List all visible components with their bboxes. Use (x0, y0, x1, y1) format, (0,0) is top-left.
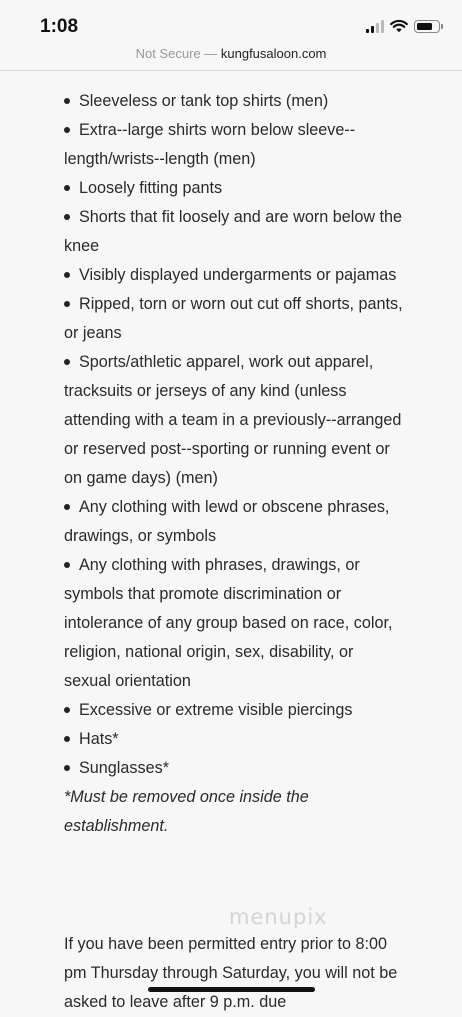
entry-paragraph: If you have been permitted entry prior to 8:00 pm Thursday through Saturday, you will not be asked to leave after 9 p.m. due (64, 935, 398, 1011)
list-item (64, 551, 404, 696)
list-item-text: Sleeveless or tank top shirts (men) (79, 92, 329, 110)
list-item (64, 696, 404, 725)
url-domain: kungfusaloon.com (220, 46, 327, 61)
bullet-icon (64, 185, 70, 191)
dress-code-list (64, 87, 404, 841)
address-bar[interactable] (0, 44, 462, 70)
url-separator: — (200, 46, 221, 61)
bullet-icon (64, 301, 70, 307)
status-time: 1:08 (40, 16, 79, 37)
list-item (64, 290, 404, 348)
list-item (64, 174, 404, 203)
status-bar (0, 0, 462, 44)
bullet-icon (64, 707, 70, 713)
list-item-text: Shorts that fit loosely and are worn below the knee (64, 208, 403, 255)
list-item (64, 87, 404, 116)
list-item-text: Sports/athletic apparel, work out apparel, tracksuits or jerseys of any kind (unless attending with a team in a previously--arranged or reserved post--sporting or running event or on game days) (men) (64, 353, 402, 487)
bullet-icon (64, 504, 70, 510)
bullet-icon (64, 127, 70, 133)
bullet-icon (64, 359, 70, 365)
list-item (64, 725, 404, 754)
battery-level (417, 23, 432, 30)
bullet-icon (64, 562, 70, 568)
home-indicator[interactable] (148, 987, 315, 992)
list-item-text: Any clothing with lewd or obscene phrases, drawings, or symbols (64, 498, 390, 545)
bullet-icon (64, 736, 70, 742)
list-item (64, 203, 404, 261)
list-item (64, 261, 404, 290)
list-item-text: Visibly displayed undergarments or pajamas (79, 266, 397, 284)
security-label: Not Secure (135, 46, 201, 61)
list-item (64, 348, 404, 493)
list-item (64, 493, 404, 551)
list-item (64, 754, 404, 783)
cellular-signal-icon (366, 20, 384, 33)
list-item-text: Excessive or extreme visible piercings (79, 701, 353, 719)
list-item-text: Loosely fitting pants (79, 179, 223, 197)
bullet-icon (64, 98, 70, 104)
footnote: *Must be removed once inside the establishment. (64, 788, 309, 835)
bullet-icon (64, 272, 70, 278)
wifi-icon (390, 19, 408, 33)
list-item-text: Ripped, torn or worn out cut off shorts, pants, or jeans (64, 295, 403, 342)
list-item-text: Sunglasses* (79, 759, 169, 777)
bullet-icon (64, 765, 70, 771)
list-item (64, 116, 404, 174)
battery-icon (414, 20, 440, 33)
list-item-text: Hats* (79, 730, 119, 748)
watermark: menupix (229, 905, 328, 929)
page-content (0, 71, 462, 1011)
bullet-icon (64, 214, 70, 220)
list-item-text: Any clothing with phrases, drawings, or symbols that promote discrimination or intolerance of any group based on race, color, religion, national origin, sex, disability, or sexual orientation (64, 556, 393, 690)
list-item-text: Extra--large shirts worn below sleeve--length/wrists--length (men) (64, 121, 356, 168)
status-icons (366, 18, 440, 34)
